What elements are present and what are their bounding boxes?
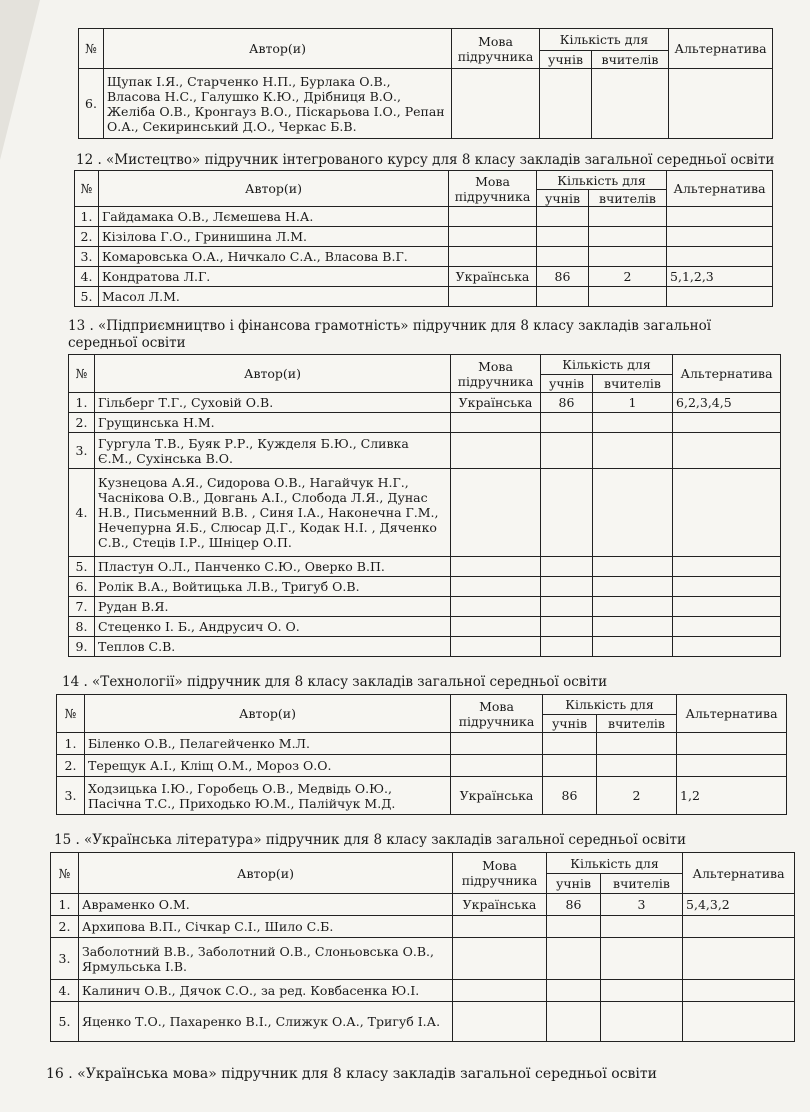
table-row xyxy=(69,433,781,469)
row-authors: Терещук А.І., Кліщ О.М., Мороз О.О. xyxy=(85,755,451,777)
table-row xyxy=(75,207,773,227)
section-title-12: 12 . «Мистецтво» підручник інтегрованого курсу для 8 класу закладів загальної середньої освіти xyxy=(76,152,775,168)
row-authors: Щупак І.Я., Старченко Н.П., Бурлака О.В., Власова Н.С., Галушко К.Ю., Дрібниця В.О., Желіба О.В., Кронгауз В.О., Піскарьова І.О., Репан О.А., Секиринський Д.О., Черкас Б.В. xyxy=(104,69,452,139)
row-alternative xyxy=(667,227,773,247)
table-row xyxy=(51,1002,795,1042)
row-language xyxy=(451,433,541,469)
row-number: 1. xyxy=(69,393,95,413)
row-language xyxy=(451,733,543,755)
row-teachers xyxy=(597,733,677,755)
row-alternative xyxy=(683,916,795,938)
row-number: 2. xyxy=(69,413,95,433)
row-number: 4. xyxy=(51,980,79,1002)
row-number: 1. xyxy=(75,207,99,227)
col-alternative: Альтернатива xyxy=(673,355,781,393)
row-authors: Авраменко О.М. xyxy=(79,894,453,916)
row-students xyxy=(541,597,593,617)
row-number: 3. xyxy=(51,938,79,980)
row-students xyxy=(537,227,589,247)
row-authors: Гайдамака О.В., Лємешева Н.А. xyxy=(99,207,449,227)
row-authors: Яценко Т.О., Пахаренко В.І., Слижук О.А., Тригуб І.А. xyxy=(79,1002,453,1042)
row-language xyxy=(451,413,541,433)
col-students: учнів xyxy=(537,190,589,207)
col-language: Мова підручника xyxy=(449,171,537,207)
row-alternative xyxy=(683,980,795,1002)
table-section-13 xyxy=(68,354,781,657)
row-language xyxy=(449,207,537,227)
col-teachers: вчителів xyxy=(589,190,667,207)
row-students xyxy=(547,1002,601,1042)
row-students xyxy=(537,247,589,267)
row-students xyxy=(541,577,593,597)
col-language: Мова підручника xyxy=(452,29,540,69)
table-row xyxy=(51,894,795,916)
row-teachers xyxy=(593,557,673,577)
row-number: 9. xyxy=(69,637,95,657)
row-alternative: 6,2,3,4,5 xyxy=(673,393,781,413)
section-title-14: 14 . «Технології» підручник для 8 класу закладів загальної середньої освіти xyxy=(62,674,608,690)
col-alternative: Альтернатива xyxy=(669,29,773,69)
row-teachers xyxy=(593,413,673,433)
row-number: 3. xyxy=(57,777,85,815)
col-no: № xyxy=(69,355,95,393)
row-teachers xyxy=(601,980,683,1002)
row-students: 86 xyxy=(537,267,589,287)
col-no: № xyxy=(79,29,104,69)
col-students: учнів xyxy=(547,874,601,894)
row-alternative xyxy=(673,433,781,469)
row-alternative xyxy=(683,938,795,980)
row-teachers xyxy=(601,1002,683,1042)
row-authors: Кондратова Л.Г. xyxy=(99,267,449,287)
row-alternative xyxy=(673,577,781,597)
row-authors: Масол Л.М. xyxy=(99,287,449,307)
table-row xyxy=(57,733,787,755)
row-number: 2. xyxy=(51,916,79,938)
row-teachers: 2 xyxy=(589,267,667,287)
row-alternative xyxy=(673,617,781,637)
row-students: 86 xyxy=(543,777,597,815)
row-language xyxy=(449,227,537,247)
col-quantity: Кількість для xyxy=(543,695,677,715)
col-language: Мова підручника xyxy=(451,695,543,733)
col-authors: Автор(и) xyxy=(79,853,453,894)
row-students xyxy=(537,207,589,227)
col-students: учнів xyxy=(543,715,597,733)
row-authors: Стеценко І. Б., Андрусич О. О. xyxy=(95,617,451,637)
table-section-14 xyxy=(56,694,787,815)
row-language: Українська xyxy=(451,393,541,413)
row-language xyxy=(449,247,537,267)
row-language xyxy=(451,637,541,657)
table-row xyxy=(57,755,787,777)
row-authors: Пластун О.Л., Панченко С.Ю., Оверко В.П. xyxy=(95,557,451,577)
col-quantity: Кількість для xyxy=(547,853,683,874)
row-number: 2. xyxy=(57,755,85,777)
row-alternative xyxy=(673,597,781,617)
col-authors: Автор(и) xyxy=(95,355,451,393)
row-language xyxy=(451,755,543,777)
row-language xyxy=(452,69,540,139)
table-row xyxy=(57,777,787,815)
row-teachers xyxy=(593,637,673,657)
row-authors: Біленко О.В., Пелагейченко М.Л. xyxy=(85,733,451,755)
col-teachers: вчителів xyxy=(597,715,677,733)
row-teachers xyxy=(589,227,667,247)
row-number: 4. xyxy=(75,267,99,287)
section-title-13: 13 . «Підприємництво і фінансова грамотність» підручник для 8 класу закладів загальної середньої освіти xyxy=(68,318,712,351)
row-authors: Грущинська Н.М. xyxy=(95,413,451,433)
col-alternative: Альтернатива xyxy=(677,695,787,733)
col-alternative: Альтернатива xyxy=(667,171,773,207)
row-number: 1. xyxy=(51,894,79,916)
row-language xyxy=(453,980,547,1002)
table-row xyxy=(51,938,795,980)
row-students xyxy=(547,916,601,938)
row-students xyxy=(547,980,601,1002)
row-teachers xyxy=(601,938,683,980)
row-teachers: 2 xyxy=(597,777,677,815)
row-authors: Заболотний В.В., Заболотний О.В., Слоньовська О.В., Ярмульська І.В. xyxy=(79,938,453,980)
row-alternative: 1,2 xyxy=(677,777,787,815)
row-alternative xyxy=(667,247,773,267)
col-language: Мова підручника xyxy=(451,355,541,393)
row-authors: Кізілова Г.О., Гринишина Л.М. xyxy=(99,227,449,247)
row-alternative xyxy=(673,557,781,577)
page-corner-shadow xyxy=(0,0,40,160)
row-alternative xyxy=(677,755,787,777)
row-students xyxy=(541,637,593,657)
row-number: 2. xyxy=(75,227,99,247)
row-number: 4. xyxy=(69,469,95,557)
row-authors: Кузнецова А.Я., Сидорова О.В., Нагайчук Н.Г., Часнікова О.В., Довгань А.І., Слобода Л.Я., Дунас Н.В., Письменний В.В. , Синя І.А., Наконечна Г.М., Нечепурна Я.Б., Слюсар Д.Г., Кодак Н.І. , Дяченко С.В., Стеців І.Р., Шніцер О.П. xyxy=(95,469,451,557)
row-language: Українська xyxy=(449,267,537,287)
row-number: 6. xyxy=(79,69,104,139)
row-alternative xyxy=(669,69,773,139)
col-teachers: вчителів xyxy=(592,51,669,69)
table-section-15 xyxy=(50,852,795,1042)
row-language xyxy=(453,916,547,938)
row-language xyxy=(449,287,537,307)
row-language xyxy=(451,469,541,557)
row-language xyxy=(451,557,541,577)
row-language xyxy=(451,577,541,597)
table-row xyxy=(79,69,773,139)
row-students xyxy=(543,733,597,755)
row-authors: Гургула Т.В., Буяк Р.Р., Кужделя Б.Ю., Сливка Є.М., Сухінська В.О. xyxy=(95,433,451,469)
table-row xyxy=(69,617,781,637)
table-row xyxy=(75,247,773,267)
row-authors: Калинич О.В., Дячок С.О., за ред. Ковбасенка Ю.І. xyxy=(79,980,453,1002)
table-row xyxy=(75,267,773,287)
row-students xyxy=(541,617,593,637)
row-teachers xyxy=(593,469,673,557)
row-students: 86 xyxy=(541,393,593,413)
row-number: 5. xyxy=(75,287,99,307)
table-row xyxy=(69,393,781,413)
row-authors: Ходзицька І.Ю., Горобець О.В., Медвідь О.Ю., Пасічна Т.С., Приходько Ю.М., Палійчук М.Д. xyxy=(85,777,451,815)
row-language xyxy=(453,1002,547,1042)
row-authors: Ролік В.А., Войтицька Л.В., Тригуб О.В. xyxy=(95,577,451,597)
row-authors: Архипова В.П., Січкар С.І., Шило С.Б. xyxy=(79,916,453,938)
table-row xyxy=(69,469,781,557)
col-no: № xyxy=(51,853,79,894)
row-language xyxy=(451,617,541,637)
col-authors: Автор(и) xyxy=(104,29,452,69)
row-alternative xyxy=(667,207,773,227)
row-language: Українська xyxy=(453,894,547,916)
row-alternative xyxy=(677,733,787,755)
row-authors: Гільберг Т.Г., Суховій О.В. xyxy=(95,393,451,413)
row-teachers xyxy=(589,247,667,267)
row-number: 5. xyxy=(51,1002,79,1042)
row-authors: Комаровська О.А., Ничкало С.А., Власова В.Г. xyxy=(99,247,449,267)
table-section-11 xyxy=(78,28,773,139)
row-students xyxy=(541,469,593,557)
row-alternative xyxy=(683,1002,795,1042)
row-students xyxy=(541,557,593,577)
row-language xyxy=(451,597,541,617)
row-authors: Теплов С.В. xyxy=(95,637,451,657)
table-row xyxy=(51,916,795,938)
row-alternative xyxy=(673,469,781,557)
row-alternative: 5,1,2,3 xyxy=(667,267,773,287)
col-authors: Автор(и) xyxy=(99,171,449,207)
table-row xyxy=(51,980,795,1002)
row-students xyxy=(543,755,597,777)
row-teachers: 1 xyxy=(593,393,673,413)
col-quantity: Кількість для xyxy=(537,171,667,190)
row-teachers xyxy=(601,916,683,938)
table-row xyxy=(69,413,781,433)
table-row xyxy=(69,557,781,577)
table-row xyxy=(69,597,781,617)
row-alternative xyxy=(667,287,773,307)
row-teachers xyxy=(593,597,673,617)
row-alternative: 5,4,3,2 xyxy=(683,894,795,916)
row-students xyxy=(540,69,592,139)
col-teachers: вчителів xyxy=(601,874,683,894)
col-quantity: Кількість для xyxy=(541,355,673,375)
row-teachers xyxy=(592,69,669,139)
row-number: 6. xyxy=(69,577,95,597)
col-language: Мова підручника xyxy=(453,853,547,894)
col-students: учнів xyxy=(541,375,593,393)
row-language xyxy=(453,938,547,980)
row-teachers xyxy=(589,207,667,227)
col-teachers: вчителів xyxy=(593,375,673,393)
table-row xyxy=(69,577,781,597)
col-authors: Автор(и) xyxy=(85,695,451,733)
row-number: 3. xyxy=(75,247,99,267)
row-number: 5. xyxy=(69,557,95,577)
col-alternative: Альтернатива xyxy=(683,853,795,894)
col-no: № xyxy=(75,171,99,207)
row-teachers xyxy=(593,617,673,637)
row-alternative xyxy=(673,637,781,657)
table-row xyxy=(69,637,781,657)
row-students xyxy=(547,938,601,980)
section-title-15: 15 . «Українська література» підручник для 8 класу закладів загальної середньої освіти xyxy=(54,832,687,848)
row-authors: Рудан В.Я. xyxy=(95,597,451,617)
row-students: 86 xyxy=(547,894,601,916)
col-students: учнів xyxy=(540,51,592,69)
table-section-12 xyxy=(74,170,773,307)
row-students xyxy=(541,413,593,433)
row-students xyxy=(537,287,589,307)
row-teachers xyxy=(593,433,673,469)
row-language: Українська xyxy=(451,777,543,815)
table-row xyxy=(75,227,773,247)
row-teachers: 3 xyxy=(601,894,683,916)
row-alternative xyxy=(673,413,781,433)
table-row xyxy=(75,287,773,307)
row-students xyxy=(541,433,593,469)
row-teachers xyxy=(593,577,673,597)
col-no: № xyxy=(57,695,85,733)
row-number: 1. xyxy=(57,733,85,755)
section-title-16: 16 . «Українська мова» підручник для 8 класу закладів загальної середньої освіти xyxy=(46,1066,657,1082)
row-teachers xyxy=(589,287,667,307)
row-number: 8. xyxy=(69,617,95,637)
row-number: 3. xyxy=(69,433,95,469)
row-teachers xyxy=(597,755,677,777)
col-quantity: Кількість для xyxy=(540,29,669,51)
row-number: 7. xyxy=(69,597,95,617)
